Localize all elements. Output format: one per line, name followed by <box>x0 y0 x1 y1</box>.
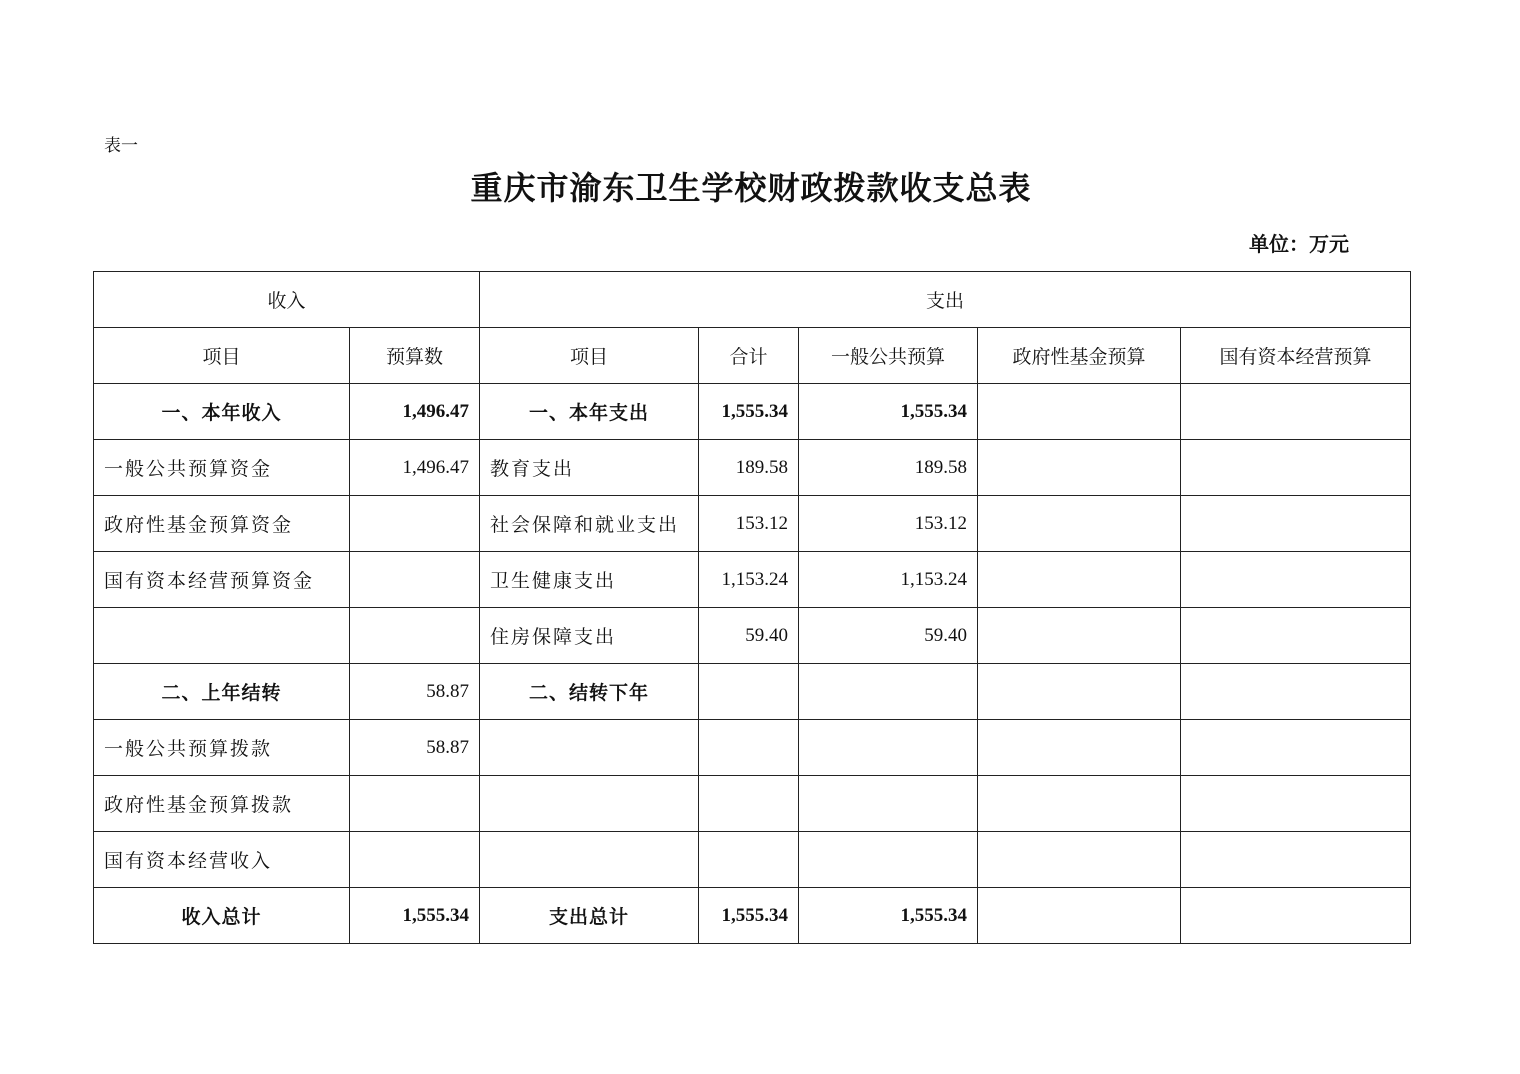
income-item: 一般公共预算资金 <box>94 440 350 496</box>
general-value <box>799 832 978 888</box>
income-value: 58.87 <box>350 720 480 776</box>
table-row <box>94 608 1411 664</box>
col-budget: 预算数 <box>350 328 480 384</box>
state-capital-value <box>1181 384 1411 440</box>
income-value <box>350 832 480 888</box>
gov-fund-value <box>978 720 1181 776</box>
col-income-item: 项目 <box>94 328 350 384</box>
state-capital-value <box>1181 440 1411 496</box>
budget-summary-table <box>93 271 1411 944</box>
income-item: 政府性基金预算拨款 <box>94 776 350 832</box>
table-row <box>94 440 1411 496</box>
expenditure-item <box>480 776 699 832</box>
state-capital-value <box>1181 608 1411 664</box>
expenditure-total-label: 支出总计 <box>480 888 699 944</box>
general-value <box>799 720 978 776</box>
col-expenditure-item: 项目 <box>480 328 699 384</box>
gov-fund-value <box>978 552 1181 608</box>
state-capital-value <box>1181 720 1411 776</box>
table-row <box>94 720 1411 776</box>
totals-row <box>94 888 1411 944</box>
table-row <box>94 496 1411 552</box>
total-value: 189.58 <box>699 440 799 496</box>
income-item: 国有资本经营收入 <box>94 832 350 888</box>
col-state-capital: 国有资本经营预算 <box>1181 328 1411 384</box>
income-value: 1,496.47 <box>350 440 480 496</box>
gov-fund-value <box>978 664 1181 720</box>
state-capital-value <box>1181 888 1411 944</box>
expenditure-item <box>480 720 699 776</box>
total-value: 1,555.34 <box>699 888 799 944</box>
unit-label: 单位：万元 <box>1249 232 1349 256</box>
gov-fund-value <box>978 608 1181 664</box>
income-item: 一、本年收入 <box>94 384 350 440</box>
col-general-budget: 一般公共预算 <box>799 328 978 384</box>
table-row <box>94 832 1411 888</box>
gov-fund-value <box>978 496 1181 552</box>
total-value: 59.40 <box>699 608 799 664</box>
general-value: 189.58 <box>799 440 978 496</box>
header-row-columns <box>94 328 1411 384</box>
expenditure-header: 支出 <box>480 272 1411 328</box>
general-value <box>799 664 978 720</box>
table-number-label: 表一 <box>104 136 138 156</box>
table-row <box>94 384 1411 440</box>
income-value <box>350 776 480 832</box>
gov-fund-value <box>978 832 1181 888</box>
gov-fund-value <box>978 776 1181 832</box>
total-value: 1,555.34 <box>699 384 799 440</box>
income-item: 一般公共预算拨款 <box>94 720 350 776</box>
general-value: 59.40 <box>799 608 978 664</box>
income-total-value: 1,555.34 <box>350 888 480 944</box>
general-value: 1,555.34 <box>799 384 978 440</box>
table-row <box>94 776 1411 832</box>
gov-fund-value <box>978 384 1181 440</box>
state-capital-value <box>1181 552 1411 608</box>
expenditure-item: 一、本年支出 <box>480 384 699 440</box>
expenditure-item: 社会保障和就业支出 <box>480 496 699 552</box>
state-capital-value <box>1181 664 1411 720</box>
income-value: 1,496.47 <box>350 384 480 440</box>
state-capital-value <box>1181 496 1411 552</box>
income-item: 政府性基金预算资金 <box>94 496 350 552</box>
table-row <box>94 664 1411 720</box>
expenditure-item: 住房保障支出 <box>480 608 699 664</box>
total-value <box>699 720 799 776</box>
col-gov-fund: 政府性基金预算 <box>978 328 1181 384</box>
general-value <box>799 776 978 832</box>
general-value: 1,153.24 <box>799 552 978 608</box>
income-value <box>350 608 480 664</box>
income-item <box>94 608 350 664</box>
income-header: 收入 <box>94 272 480 328</box>
total-value <box>699 776 799 832</box>
general-value: 1,555.34 <box>799 888 978 944</box>
income-value: 58.87 <box>350 664 480 720</box>
gov-fund-value <box>978 440 1181 496</box>
expenditure-item: 卫生健康支出 <box>480 552 699 608</box>
header-row-top <box>94 272 1411 328</box>
total-value: 153.12 <box>699 496 799 552</box>
gov-fund-value <box>978 888 1181 944</box>
general-value: 153.12 <box>799 496 978 552</box>
expenditure-item <box>480 832 699 888</box>
total-value: 1,153.24 <box>699 552 799 608</box>
total-value <box>699 832 799 888</box>
state-capital-value <box>1181 832 1411 888</box>
income-item: 二、上年结转 <box>94 664 350 720</box>
income-item: 国有资本经营预算资金 <box>94 552 350 608</box>
table-row <box>94 552 1411 608</box>
document-title: 重庆市渝东卫生学校财政拨款收支总表 <box>470 169 1032 207</box>
total-value <box>699 664 799 720</box>
income-total-label: 收入总计 <box>94 888 350 944</box>
expenditure-item: 教育支出 <box>480 440 699 496</box>
col-total: 合计 <box>699 328 799 384</box>
expenditure-item: 二、结转下年 <box>480 664 699 720</box>
income-value <box>350 552 480 608</box>
income-value <box>350 496 480 552</box>
state-capital-value <box>1181 776 1411 832</box>
